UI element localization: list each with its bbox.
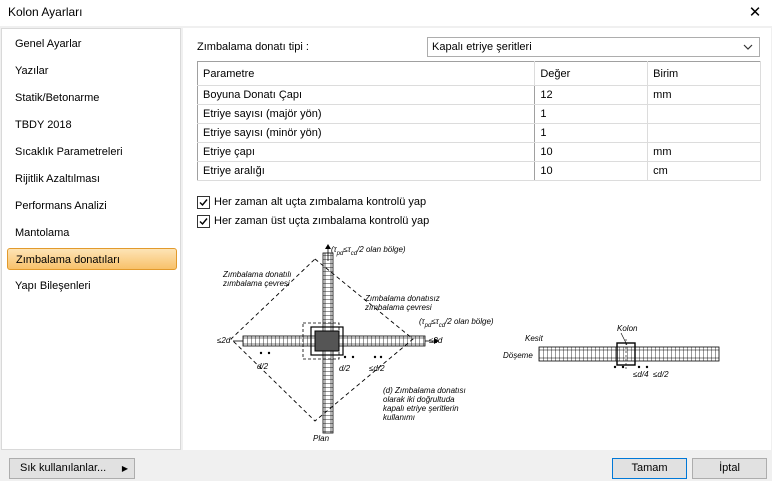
checkbox-label: Her zaman üst uçta zımbalama kontrolü yap	[214, 215, 430, 227]
sidebar-item-performans[interactable]: Performans Analizi	[15, 200, 107, 212]
table-row[interactable]	[198, 124, 761, 143]
checkbox-box[interactable]	[197, 196, 210, 209]
sidebar-item-sicaklik[interactable]: Sıcaklık Parametreleri	[15, 146, 123, 158]
chevron-down-icon	[741, 38, 755, 56]
sidebar-item-rijitlik[interactable]: Rijitlik Azaltılması	[15, 173, 100, 185]
unit-cell: mm	[648, 143, 761, 162]
led2-label: ≤d/2	[369, 364, 385, 373]
d2-center-label: d/2	[339, 364, 351, 373]
sidebar	[1, 28, 181, 450]
sidebar-item-yapi-bilesenleri[interactable]: Yapı Bileşenleri	[15, 280, 91, 292]
favorites-button[interactable]	[9, 458, 135, 479]
sidebar-item-genel-ayarlar[interactable]: Genel Ayarlar	[15, 38, 82, 50]
note-line-2: olarak iki doğrultuda	[383, 395, 455, 404]
ok-button[interactable]: Tamam	[612, 458, 687, 479]
main-panel	[183, 28, 771, 450]
table-row[interactable]	[198, 86, 761, 105]
note-line-3: kapalı etriye şeritlerin	[383, 404, 459, 413]
chevron-right-icon: ▶	[121, 464, 128, 473]
top-zone-label: ($\tau_{pd}\le\tau_{cd}/2$ olan bölge)	[331, 245, 406, 257]
param-cell: Etriye çapı	[198, 143, 535, 162]
sidebar-item-zimbalama[interactable]: Zımbalama donatıları	[7, 248, 177, 270]
note-line-4: kullanımı	[383, 413, 416, 422]
favorites-label: Sık kullanılanlar...	[20, 462, 107, 474]
unit-cell	[648, 105, 761, 124]
unit-cell: mm	[648, 86, 761, 105]
param-cell: Etriye sayısı (majör yön)	[198, 105, 535, 124]
table-header-row	[198, 62, 761, 86]
checkbox-label: Her zaman alt uçta zımbalama kontrolü yap	[214, 196, 427, 208]
kolon-label: Kolon	[617, 324, 638, 333]
check-icon	[198, 216, 209, 227]
sidebar-item-mantolama[interactable]: Mantolama	[15, 227, 70, 239]
check-icon	[198, 197, 209, 208]
le2d-left-label: ≤2d	[217, 336, 231, 345]
table-row[interactable]	[198, 143, 761, 162]
header-birim: Birim	[648, 62, 761, 86]
note-line-1: (d) Zımbalama donatısı	[383, 386, 466, 395]
kesit-label: Kesit	[525, 334, 543, 343]
checkbox-box[interactable]	[197, 215, 210, 228]
param-cell: Boyuna Donatı Çapı	[198, 86, 535, 105]
led4-label: ≤d/4	[633, 370, 649, 379]
zone-reinf-label-2: zımbalama çevresi	[223, 279, 290, 288]
led2-section-label: ≤d/2	[653, 370, 669, 379]
param-cell: Etriye sayısı (minör yön)	[198, 124, 535, 143]
value-cell[interactable]: 10	[535, 162, 648, 181]
value-cell[interactable]: 12	[535, 86, 648, 105]
header-parametre: Parametre	[198, 62, 535, 86]
value-cell[interactable]: 1	[535, 105, 648, 124]
zone-reinf-label-1: Zımbalama donatılı	[223, 270, 292, 279]
punching-type-select[interactable]	[427, 37, 760, 57]
header-deger: Değer	[535, 62, 648, 86]
title-bar	[0, 0, 772, 26]
parameter-table	[197, 61, 761, 181]
unit-cell: cm	[648, 162, 761, 181]
punching-type-value: Kapalı etriye şeritleri	[432, 41, 532, 53]
plan-label: Plan	[313, 434, 330, 443]
d2-left-label: d/2	[257, 362, 269, 371]
punching-diagram	[203, 243, 743, 443]
sidebar-item-statik-betonarme[interactable]: Statik/Betonarme	[15, 92, 100, 104]
window-title: Kolon Ayarları	[8, 5, 83, 19]
table-row[interactable]	[198, 162, 761, 181]
right-zone-label: ($\tau_{pd}\le\tau_{cd}/2$ olan bölge)	[419, 317, 494, 329]
cancel-button[interactable]: İptal	[692, 458, 767, 479]
param-cell: Etriye aralığı	[198, 162, 535, 181]
unit-cell	[648, 124, 761, 143]
value-cell[interactable]: 1	[535, 124, 648, 143]
doseme-label: Döşeme	[503, 351, 533, 360]
close-icon[interactable]: ✕	[748, 4, 762, 21]
table-row[interactable]	[198, 105, 761, 124]
le2d-right-label: ≤2d	[429, 336, 443, 345]
punching-type-label: Zımbalama donatı tipi :	[197, 41, 309, 53]
zone-noreinf-label-1: Zımbalama donatısız	[365, 294, 440, 303]
sidebar-item-tbdy-2018[interactable]: TBDY 2018	[15, 119, 72, 131]
column-shape	[315, 331, 339, 351]
sidebar-item-yazilar[interactable]: Yazılar	[15, 65, 49, 77]
zone-noreinf-label-2: zımbalama çevresi	[365, 303, 432, 312]
value-cell[interactable]: 10	[535, 143, 648, 162]
